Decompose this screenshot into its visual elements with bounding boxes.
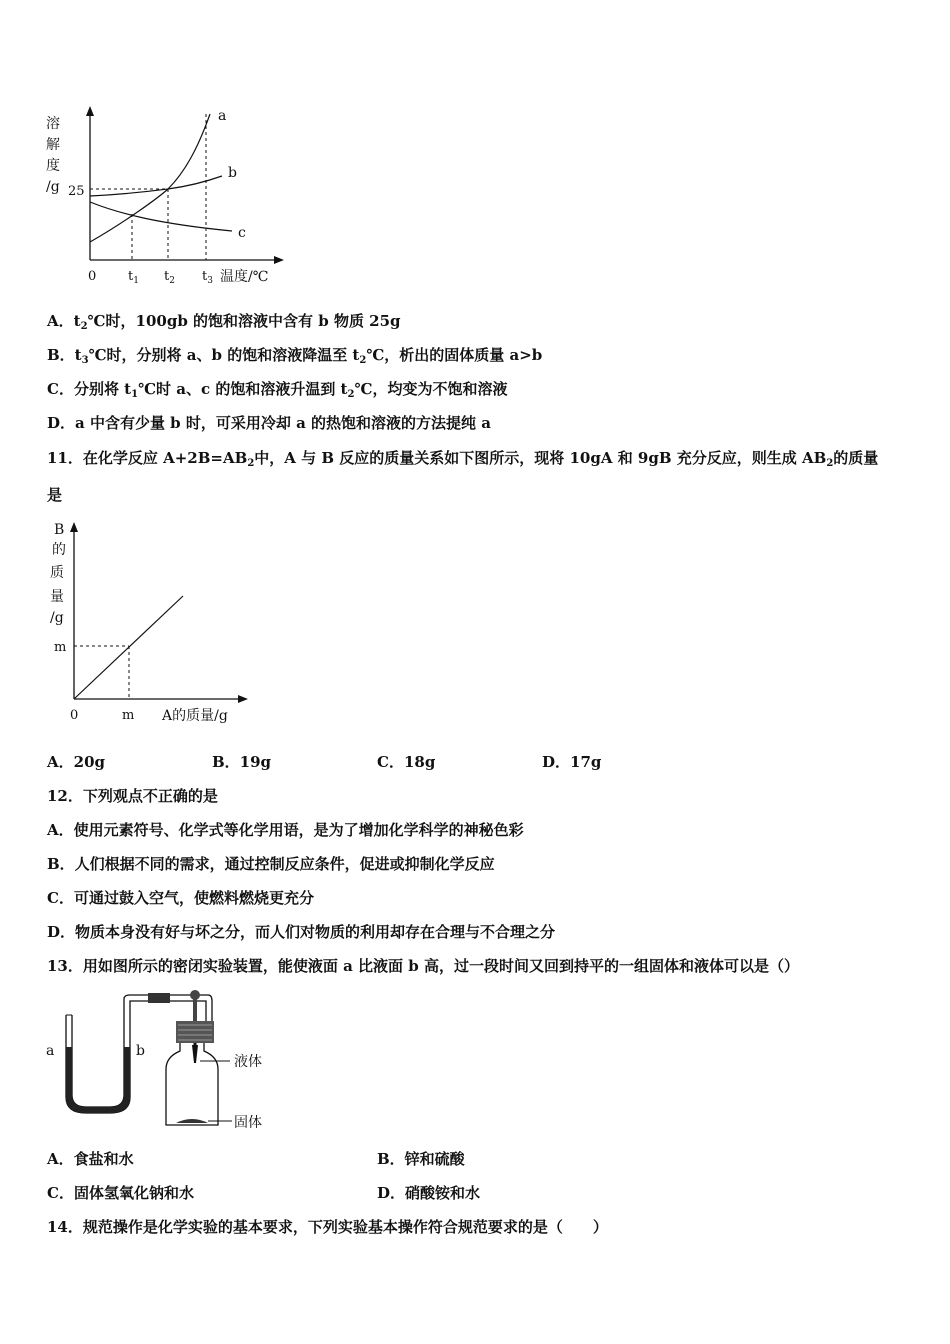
x-tick-t3: $t_3$ (202, 269, 213, 286)
q12-stem: 12．下列观点不正确的是 (47, 787, 218, 805)
y-tick-m: m (54, 640, 67, 655)
x-axis-arrow (238, 695, 248, 703)
x-axis-label: A的质量/g (162, 708, 228, 724)
y-label-char-3: 度 (46, 158, 60, 174)
bottle (166, 1043, 218, 1125)
q12-option-c: C．可通过鼓入空气，使燃料燃烧更充分 (47, 889, 314, 907)
y-label-char-1: 溶 (46, 116, 60, 132)
mass-relation-chart (40, 510, 270, 730)
u-tube-outer (66, 1007, 130, 1113)
dropper-bulb (190, 990, 200, 1000)
x-axis-label: 温度/℃ (220, 269, 269, 285)
x-tick-t2: $t_2$ (164, 269, 175, 286)
q13-option-b: B．锌和硫酸 (377, 1150, 465, 1168)
q12-option-d: D．物质本身没有好与坏之分，而人们对物质的利用却存在合理与不合理之分 (47, 923, 556, 941)
q12-option-a: A．使用元素符号、化学式等化学用语，是为了增加化学科学的神秘色彩 (47, 821, 524, 839)
q13-option-a: A．食盐和水 (47, 1150, 134, 1168)
y-label-char-2: 的 (52, 542, 66, 558)
label-solid: 固体 (234, 1115, 262, 1131)
y-axis-arrow (70, 522, 78, 532)
y-tick-25: 25 (68, 184, 85, 199)
y-label-char-3: 质 (50, 565, 64, 581)
x-tick-0: 0 (88, 269, 97, 284)
apparatus-diagram (40, 985, 290, 1135)
q14-stem: 14．规范操作是化学实验的基本要求，下列实验基本操作符合规范要求的是（ ） (47, 1218, 608, 1236)
x-tick-t1: $t_1$ (128, 269, 139, 286)
q10-option-c: C．分别将 $t_1℃$时 a、c 的饱和溶液升温到 $t_2℃$，均变为不饱和溶液 (47, 380, 508, 400)
y-unit: /g (50, 610, 64, 626)
q10-option-b: B．$t_3℃$时，分别将 a、b 的饱和溶液降温至 $t_2℃$，析出的固体质量 a>b (47, 346, 543, 366)
q11-option-a: A．20g (47, 753, 106, 771)
y-label-char-1: B (54, 522, 65, 538)
u-tube-inner (72, 1007, 124, 1107)
label-liquid: 液体 (234, 1054, 262, 1070)
q11-option-c: C．18g (377, 753, 436, 771)
solubility-chart (40, 100, 300, 300)
dropper-tip (192, 1045, 198, 1063)
y-label-char-4: 量 (50, 589, 64, 605)
x-axis-arrow (274, 256, 284, 264)
q13-option-d: D．硝酸铵和水 (377, 1184, 481, 1202)
q11-stem: 11．在化学反应 $A+2B=AB_2$中，A 与 B 反应的质量关系如下图所示，现将 10gA 和 9gB 充分反应，则生成 $AB_2$的质量 (47, 449, 879, 469)
q11-stem-line2: 是 (47, 486, 63, 504)
curve-c (90, 202, 232, 231)
q11-option-d: D．17g (542, 753, 602, 771)
q12-option-b: B．人们根据不同的需求，通过控制反应条件，促进或抑制化学反应 (47, 855, 495, 873)
label-b: b (136, 1043, 145, 1059)
label-a: a (46, 1043, 55, 1059)
q10-option-d: D．a 中含有少量 b 时，可采用冷却 a 的热饱和溶液的方法提纯 a (47, 414, 491, 432)
y-axis-arrow (86, 106, 94, 116)
q11-option-b: B．19g (212, 753, 272, 771)
curve-a (90, 114, 210, 242)
curve-b (90, 176, 222, 196)
y-unit: /g (46, 179, 60, 195)
dropper-neck (193, 999, 197, 1023)
u-tube-liquid (66, 1047, 130, 1113)
curve-label-b: b (228, 165, 237, 181)
solid-bed (176, 1119, 208, 1123)
y-label-char-2: 解 (46, 137, 60, 153)
curve-label-c: c (238, 225, 246, 241)
q13-stem: 13．用如图所示的密闭实验装置，能使液面 a 比液面 b 高，过一段时间又回到持平的一组固体和液体可以是（） (47, 957, 799, 975)
curve-label-a: a (218, 108, 227, 124)
rubber-joint (148, 993, 170, 1003)
x-tick-0: 0 (70, 708, 79, 723)
q10-option-a: A．$t_2℃$时，100gb 的饱和溶液中含有 b 物质 25g (47, 312, 401, 332)
q13-option-c: C．固体氢氧化钠和水 (47, 1184, 194, 1202)
x-tick-m: m (122, 708, 135, 723)
